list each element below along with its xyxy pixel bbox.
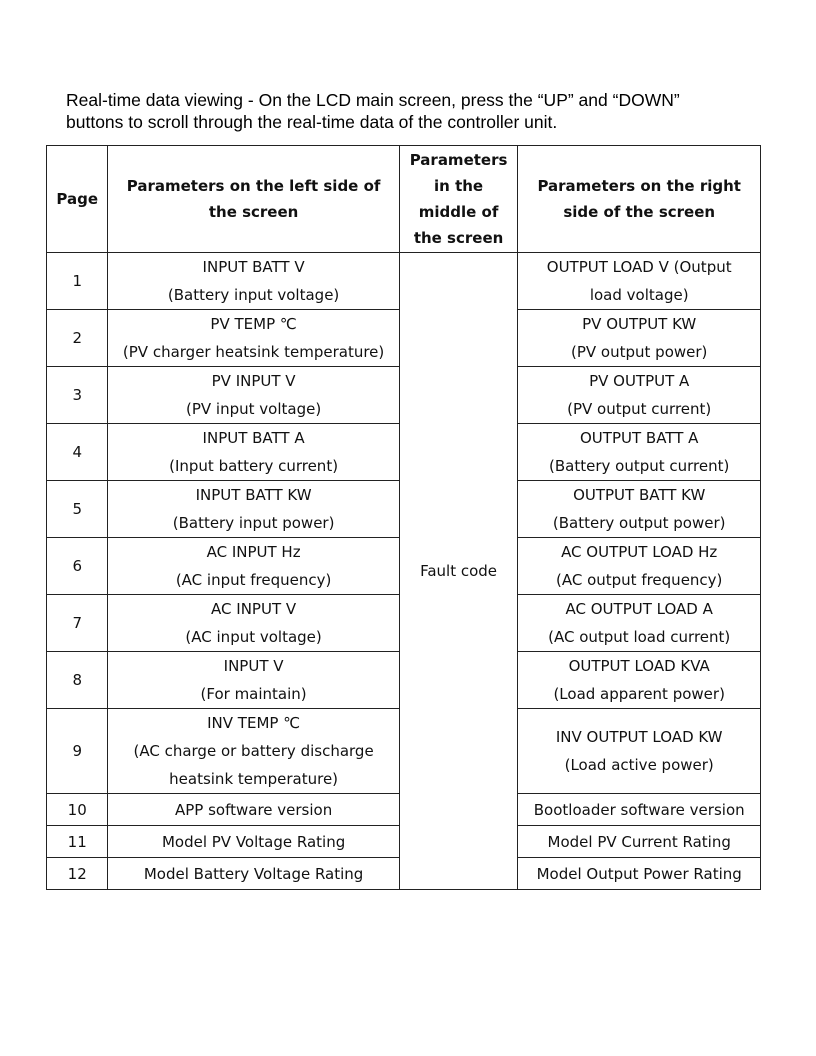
page-number-cell: 8 [47,652,108,709]
right-parameter-cell [518,794,761,826]
right-parameter-cell [518,709,761,794]
page-number-cell: 11 [47,826,108,858]
left-parameter-text: heatsink temperature) [169,770,339,788]
right-parameter-cell [518,367,761,424]
right-parameter-text: AC OUTPUT LOAD Hz [561,543,718,561]
realtime-parameters-table [46,145,761,890]
right-parameter-text: (Battery output current) [549,457,730,475]
right-parameter-cell [518,253,761,310]
left-parameter-text: (AC input frequency) [175,571,332,589]
right-parameter-text: OUTPUT LOAD V (Output [546,258,732,276]
page-number-cell: 5 [47,481,108,538]
left-parameter-text: PV TEMP ℃ [210,315,297,333]
intro-line-1: Real-time data viewing - On the LCD main screen, press the “UP” and “DOWN” [66,90,680,110]
left-parameter-text: (For maintain) [200,685,307,703]
right-parameter-text: Bootloader software version [533,800,745,819]
right-parameter-cell [518,424,761,481]
left-parameter-cell [108,310,399,367]
page-number-cell: 2 [47,310,108,367]
left-parameter-text: (AC input voltage) [185,628,322,646]
header-page: Page [47,146,108,253]
right-parameter-text: (Load apparent power) [553,685,725,703]
right-parameter-text: load voltage) [589,286,689,304]
left-parameter-text: (PV charger heatsink temperature) [122,343,385,361]
left-parameter-text: Model Battery Voltage Rating [143,864,364,883]
intro-paragraph [66,89,766,133]
right-parameter-text: (PV output current) [567,400,712,418]
page-number-cell: 9 [47,709,108,794]
left-parameter-text: (Battery input power) [172,514,335,532]
right-parameter-text: (Battery output power) [552,514,726,532]
right-parameter-text: PV OUTPUT KW [582,315,697,333]
right-parameter-cell [518,858,761,890]
left-parameter-cell [108,858,399,890]
header-middle-parameters: Parameters in the middle of the screen [399,146,518,253]
left-parameter-text: AC INPUT Hz [206,543,301,561]
left-parameter-cell [108,538,399,595]
left-parameter-cell [108,595,399,652]
left-parameter-cell [108,826,399,858]
page-number-cell: 1 [47,253,108,310]
left-parameter-text: INPUT BATT V [202,258,305,276]
page-number-cell: 7 [47,595,108,652]
right-parameter-text: PV OUTPUT A [589,372,690,390]
middle-parameter-cell: Fault code [399,253,518,890]
right-parameter-text: (Load active power) [564,756,714,774]
left-parameter-text: AC INPUT V [211,600,297,618]
left-parameter-text: (Input battery current) [169,457,339,475]
page-number-cell: 3 [47,367,108,424]
page-number-cell: 10 [47,794,108,826]
left-parameter-cell [108,652,399,709]
right-parameter-text: Model PV Current Rating [547,832,731,851]
page-number-cell: 6 [47,538,108,595]
right-parameter-text: OUTPUT BATT A [580,429,699,447]
right-parameter-cell [518,538,761,595]
left-parameter-cell [108,481,399,538]
left-parameter-cell [108,794,399,826]
left-parameter-text: INV TEMP ℃ [207,714,301,732]
left-parameter-text: INPUT BATT KW [195,486,312,504]
left-parameter-cell [108,709,399,794]
left-parameter-text: Model PV Voltage Rating [161,832,346,851]
right-parameter-cell [518,826,761,858]
right-parameter-text: INV OUTPUT LOAD KW [555,728,723,746]
table-row [47,253,761,310]
left-parameter-cell [108,253,399,310]
right-parameter-text: OUTPUT BATT KW [573,486,706,504]
left-parameter-cell [108,424,399,481]
right-parameter-text: AC OUTPUT LOAD A [565,600,713,618]
table-header-row [47,146,761,253]
page-number-cell: 12 [47,858,108,890]
right-parameter-cell [518,595,761,652]
left-parameter-text: (PV input voltage) [186,400,322,418]
right-parameter-text: (AC output load current) [548,628,731,646]
left-parameter-text: PV INPUT V [211,372,296,390]
header-left-parameters: Parameters on the left side of the screen [108,146,399,253]
left-parameter-text: INPUT V [223,657,284,675]
left-parameter-cell [108,367,399,424]
left-parameter-text: INPUT BATT A [202,429,305,447]
right-parameter-text: Model Output Power Rating [536,864,742,883]
right-parameter-cell [518,652,761,709]
left-parameter-text: APP software version [174,800,333,819]
left-parameter-text: (AC charge or battery discharge [133,742,374,760]
page-number-cell: 4 [47,424,108,481]
right-parameter-text: (AC output frequency) [555,571,723,589]
header-right-parameters: Parameters on the right side of the screen [518,146,761,253]
right-parameter-text: (PV output power) [571,343,708,361]
right-parameter-cell [518,481,761,538]
right-parameter-cell [518,310,761,367]
intro-line-2: buttons to scroll through the real-time data of the controller unit. [66,112,558,132]
left-parameter-text: (Battery input voltage) [167,286,340,304]
right-parameter-text: OUTPUT LOAD KVA [568,657,710,675]
